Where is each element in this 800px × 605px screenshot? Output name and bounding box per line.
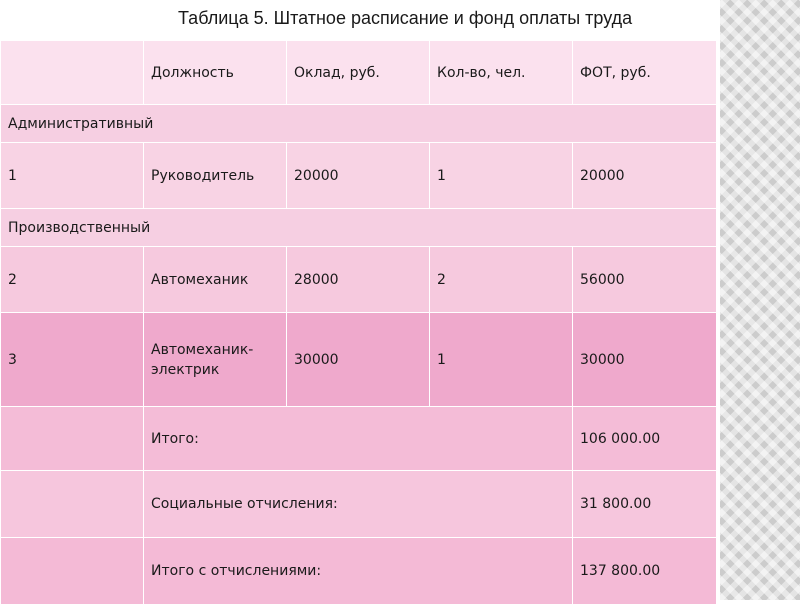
- table-row: [1, 247, 717, 313]
- table-row: [1, 143, 717, 209]
- social-contributions-value: 31 800.00: [573, 471, 717, 538]
- cell-number: 3: [1, 313, 144, 407]
- cell-count: 1: [430, 313, 573, 407]
- cell-count: 1: [430, 143, 573, 209]
- header-cell-position: Должность: [144, 41, 287, 105]
- section-row-production: [1, 209, 717, 247]
- empty-cell: [1, 407, 144, 471]
- cell-salary: 28000: [287, 247, 430, 313]
- header-cell-count: Кол-во, чел.: [430, 41, 573, 105]
- grand-total-value: 137 800.00: [573, 538, 717, 605]
- cell-number: 1: [1, 143, 144, 209]
- cell-fund: 30000: [573, 313, 717, 407]
- cell-position: Руководитель: [144, 143, 287, 209]
- decorative-pattern-panel: [720, 0, 800, 600]
- grand-total-row: [1, 538, 717, 605]
- empty-cell: [1, 471, 144, 538]
- total-label: Итого:: [144, 407, 573, 471]
- social-contributions-label: Социальные отчисления:: [144, 471, 573, 538]
- cell-position: Автомеханик-электрик: [144, 313, 287, 407]
- header-cell-salary: Оклад, руб.: [287, 41, 430, 105]
- cell-count: 2: [430, 247, 573, 313]
- section-label: Производственный: [1, 209, 717, 247]
- table-title: Таблица 5. Штатное расписание и фонд оплаты труда: [178, 8, 633, 28]
- cell-position: Автомеханик: [144, 247, 287, 313]
- cell-fund: 20000: [573, 143, 717, 209]
- social-contributions-row: [1, 471, 717, 538]
- cell-salary: 30000: [287, 313, 430, 407]
- table-header-row: [1, 41, 717, 105]
- total-row: [1, 407, 717, 471]
- section-row-admin: [1, 105, 717, 143]
- cell-salary: 20000: [287, 143, 430, 209]
- section-label: Административный: [1, 105, 717, 143]
- header-cell-fund: ФОТ, руб.: [573, 41, 717, 105]
- empty-cell: [1, 538, 144, 605]
- grand-total-label: Итого с отчислениями:: [144, 538, 573, 605]
- cell-fund: 56000: [573, 247, 717, 313]
- total-value: 106 000.00: [573, 407, 717, 471]
- staff-table: [0, 40, 717, 605]
- table-row: [1, 313, 717, 407]
- header-cell-number: [1, 41, 144, 105]
- cell-number: 2: [1, 247, 144, 313]
